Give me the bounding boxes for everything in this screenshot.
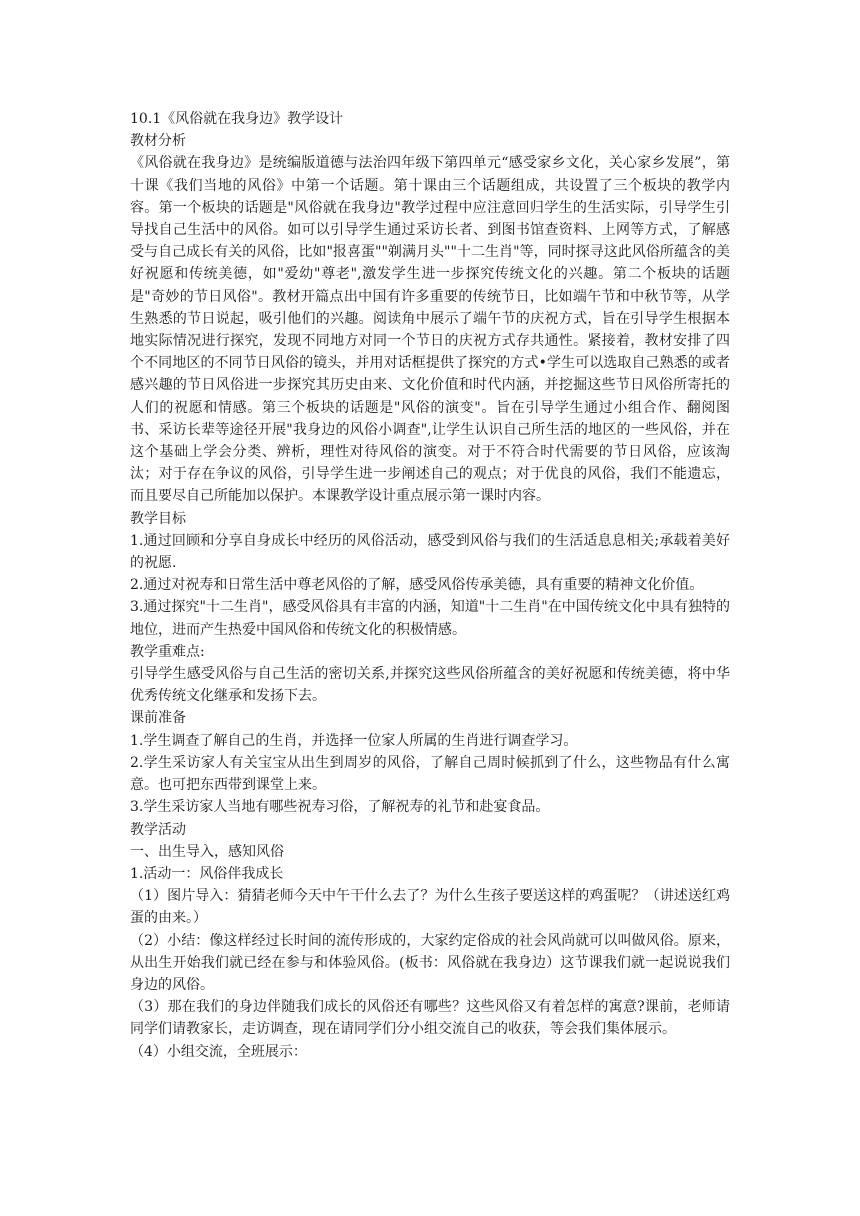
step-item-3: （3）那在我们的身边伴随我们成长的风俗还有哪些？这些风俗又有着怎样的寓意?课前，老师请同学们请教家长，走访调查，现在请同学们分小组交流自己的收获，等会我们集体展示。: [130, 999, 730, 1038]
goal-item-1: 1.通过回顾和分享自身成长中经历的风俗活动，感受到风俗与我们的生活适息息相关;承载着美好的祝愿.: [130, 532, 730, 572]
section-heading-key-points: 教学重难点:: [130, 643, 205, 660]
key-points-paragraph: 引导学生感受风俗与自己生活的密切关系,并探究这些风俗所蕴含的美好祝愿和传统美德，将中华优秀传统文化继承和发扬下去。: [130, 666, 730, 705]
prep-item-3: 3.学生采访家人当地有哪些祝寿习俗，了解祝寿的礼节和赴宴食品。: [130, 799, 550, 816]
document-title: 10.1《风俗就在我身边》教学设计: [130, 111, 344, 127]
section-heading-analysis: 教材分析: [130, 133, 186, 150]
section-heading-preparation: 课前准备: [130, 710, 186, 727]
part-heading-1: 一、出生导入，感知风俗: [130, 843, 284, 860]
analysis-paragraph: 《风俗就在我身边》是统编版道德与法治四年级下第四单元“感受家乡文化，关心家乡发展”，第十课《我们当地的风俗》中第一个话题。第十课由三个话题组成，共设置了三个板块的教学内容。第一个板块的话题是"风俗就在我身边"教学过程中应注意回归学生的生活实际，引导学生引导找自己生活中的风俗。如可以引导学生通过采访长者、到图书馆查资料、上网等方式，了解感受与自己成长有关的风俗，比如"报喜蛋""剃满月头""十二生肖"等，同时探寻这此风俗所蕴含的美好祝愿和传统美德，如"爱幼"尊老",激发学生进一步探究传统文化的兴趣。第二个板块的话题是"奇妙的节日风俗"。教材开篇点出中国有许多重要的传统节日，比如端午节和中秋节等，从学生熟悉的节日说起，吸引他们的兴趣。阅读角中展示了端午节的庆祝方式，旨在引导学生根据本地实际情况进行探究，发现不同地方对同一个节日的庆祝方式存共通性。紧接着，教材安排了四个不同地区的不同节日风俗的镜头，并用对话框提供了探究的方式•学生可以选取自己熟悉的或者感兴趣的节日风俗进一步探究其历史由来、文化价值和时代内涵，并挖掘这些节日风俗所寄托的人们的祝愿和情感。第三个板块的话题是"风俗的演变"。旨在引导学生通过小组合作、翻阅图书、采访长辈等途径开展"我身边的风俗小调查",让学生认识自己所生活的地区的一些风俗，并在这个基础上学会分类、辨析，理性对待风俗的演变。对于不符合时代需要的节日风俗，应该淘汰；对于存在争议的风俗，引导学生进一步阐述自己的观点；对于优良的风俗，我们不能遗忘，而且要尽自己所能加以保护。本课教学设计重点展示第一课时内容。: [130, 155, 730, 505]
activity-heading-1: 1.活动一：风俗伴我成长: [130, 865, 284, 882]
document-page: [130, 108, 730, 1063]
section-heading-goals: 教学目标: [130, 510, 186, 527]
step-item-2: （2）小结：像这样经过长时间的流传形成的，大家约定俗成的社会风尚就可以叫做风俗。原来，从出生开始我们就已经在参与和体验风俗。(板书：风俗就在我身边）这节课我们就一起说说我们身边的风俗。: [130, 932, 730, 993]
section-heading-activities: 教学活动: [130, 821, 186, 838]
prep-item-1: 1.学生调查了解自己的生肖，并选择一位家人所属的生肖进行调查学习。: [130, 732, 578, 749]
step-item-4: （4）小组交流，全班展示：: [130, 1043, 307, 1060]
goal-item-2: 2.通过对祝寿和日常生活中尊老风俗的了解，感受风俗传承美德，具有重要的精神文化价值。: [130, 577, 704, 594]
step-item-1: （1）图片导入：猜猜老师今天中午干什么去了？为什么生孩子要送这样的鸡蛋呢？（讲述送红鸡蛋的由来。）: [130, 888, 730, 927]
goal-item-3: 3.通过探究"十二生肖"，感受风俗具有丰富的内涵，知道"十二生肖"在中国传统文化中具有独特的地位，进而产生热爱中国风俗和传统文化的积极情感。: [130, 599, 730, 638]
prep-item-2: 2.学生采访家人有关宝宝从出生到周岁的风俗，了解自己周时候抓到了什么，这些物品有什么寓意。也可把东西带到课堂上来。: [130, 754, 730, 794]
